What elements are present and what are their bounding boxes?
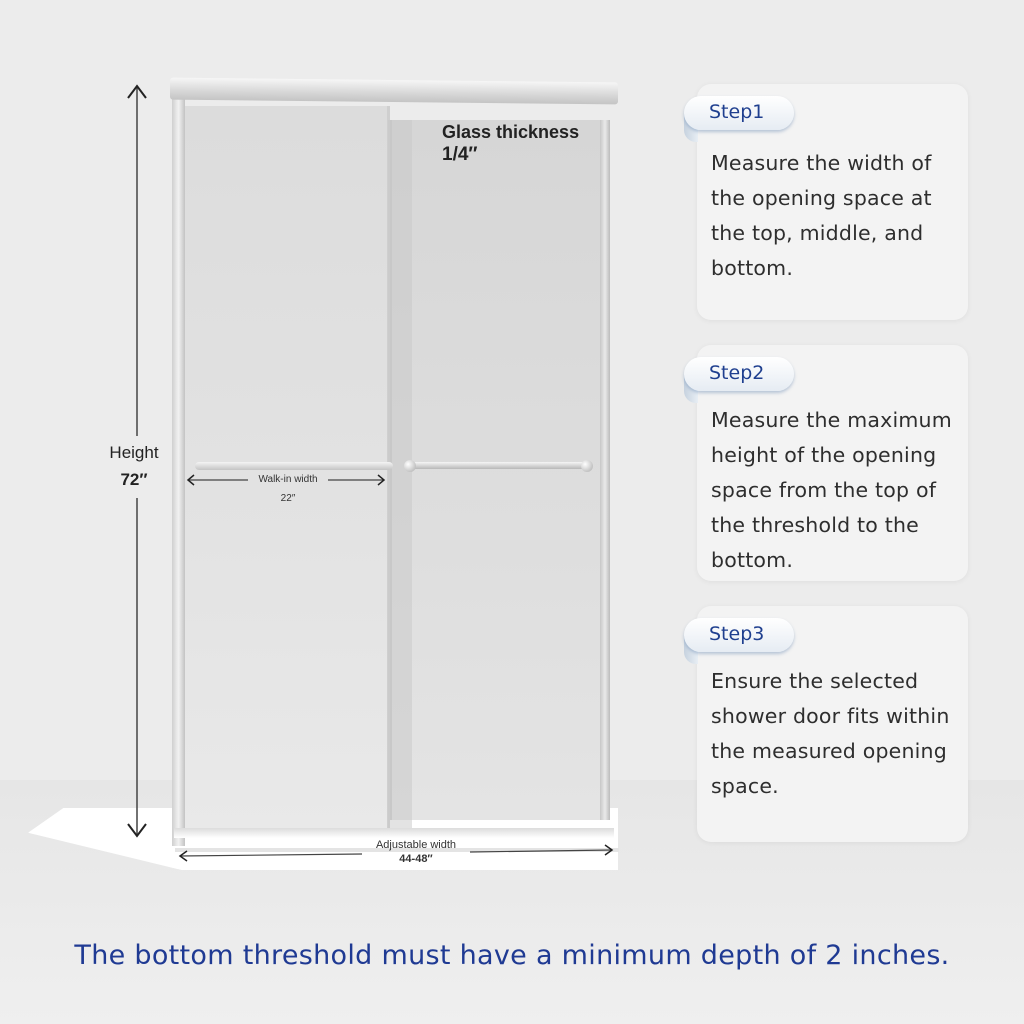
step-tab-3 bbox=[684, 618, 794, 652]
step-card-2 bbox=[697, 345, 968, 581]
step-tab-2 bbox=[684, 357, 794, 391]
glass-thickness-value: 1/4″ bbox=[442, 144, 478, 165]
glass-thickness-label: Glass thickness bbox=[442, 122, 580, 142]
step-title: Step3 bbox=[709, 623, 765, 645]
adjustable-dimension-line-left bbox=[180, 854, 362, 856]
step-description: Measure the maximum height of the opening space from the top of the threshold to the bottom. bbox=[711, 408, 952, 572]
step-description: Measure the width of the opening space at the top, middle, and bottom. bbox=[711, 151, 932, 280]
step-title: Step1 bbox=[709, 101, 765, 123]
threshold-depth-note: The bottom threshold must have a minimum depth of 2 inches. bbox=[74, 940, 950, 971]
height-value: 72″ bbox=[120, 470, 148, 489]
step-title: Step2 bbox=[709, 362, 765, 384]
step-tab-1 bbox=[684, 96, 794, 130]
adjustable-dimension-line-right bbox=[470, 850, 612, 852]
height-label: Height bbox=[109, 443, 159, 462]
walk-in-width-value: 22″ bbox=[280, 493, 296, 504]
step-card-3 bbox=[697, 606, 968, 842]
walk-in-width-label: Walk-in width bbox=[258, 474, 318, 485]
adjustable-width-label: Adjustable width bbox=[375, 839, 457, 851]
step-card-1 bbox=[697, 84, 968, 320]
adjustable-width-value: 44-48″ bbox=[399, 853, 433, 865]
step-description: Ensure the selected shower door fits within the measured opening space. bbox=[711, 669, 950, 798]
